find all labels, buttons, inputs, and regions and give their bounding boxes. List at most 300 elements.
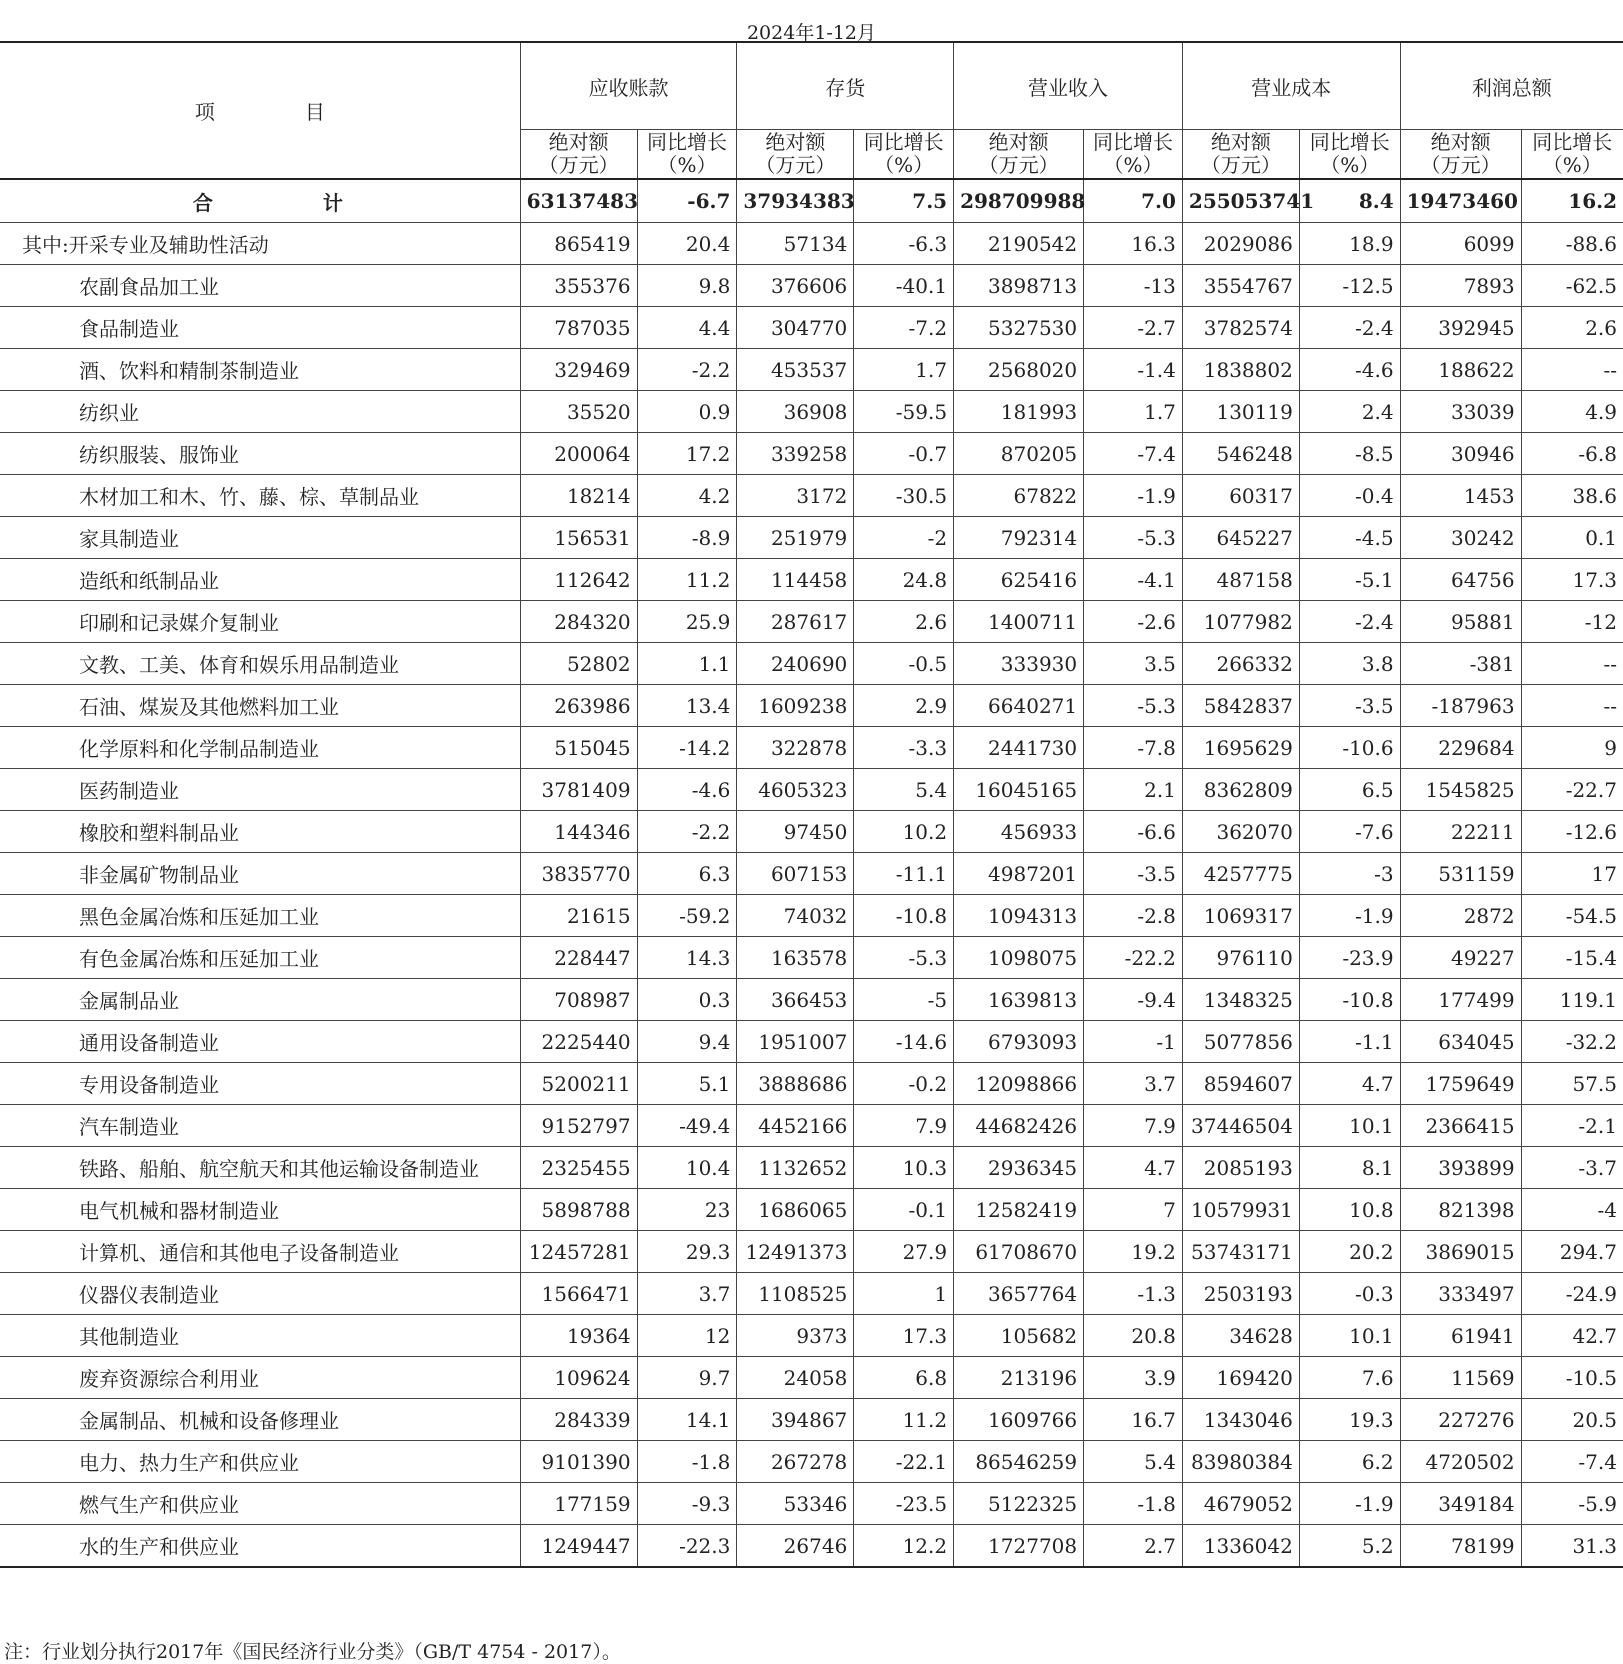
value-cell: -5.3: [854, 937, 954, 979]
value-cell: 17.2: [637, 433, 737, 475]
value-cell: 11.2: [854, 1399, 954, 1441]
value-cell: -12: [1521, 601, 1623, 643]
value-cell: 95881: [1400, 601, 1521, 643]
value-cell: 12.2: [854, 1525, 954, 1568]
value-cell: -5: [854, 979, 954, 1021]
value-cell: 9.7: [637, 1357, 737, 1399]
value-cell: 25.9: [637, 601, 737, 643]
value-cell: -7.6: [1299, 811, 1400, 853]
value-cell: 1400711: [954, 601, 1084, 643]
value-cell: 7.9: [854, 1105, 954, 1147]
value-cell: 240690: [737, 643, 854, 685]
value-cell: 200064: [520, 433, 637, 475]
value-cell: -5.3: [1084, 517, 1183, 559]
value-cell: 9.8: [637, 265, 737, 307]
value-cell: 304770: [737, 307, 854, 349]
table-row: [0, 1273, 1623, 1315]
row-label: 黑色金属冶炼和压延加工业: [0, 895, 520, 937]
row-label: 纺织服装、服饰业: [0, 433, 520, 475]
subheader-pct-unit: （%）: [1542, 153, 1602, 177]
value-cell: -2.2: [637, 349, 737, 391]
value-cell: 5122325: [954, 1483, 1084, 1525]
subheader-abs-4: [1400, 130, 1521, 180]
value-cell: 17.3: [854, 1315, 954, 1357]
total-value-cell: 298709988: [954, 179, 1084, 223]
value-cell: -15.4: [1521, 937, 1623, 979]
value-cell: 5.1: [637, 1063, 737, 1105]
value-cell: 29.3: [637, 1231, 737, 1273]
value-cell: -10.5: [1521, 1357, 1623, 1399]
value-cell: 26746: [737, 1525, 854, 1568]
value-cell: -3.3: [854, 727, 954, 769]
value-cell: 333497: [1400, 1273, 1521, 1315]
value-cell: 4.4: [637, 307, 737, 349]
value-cell: 17.3: [1521, 559, 1623, 601]
row-label: 金属制品、机械和设备修理业: [0, 1399, 520, 1441]
table-row: [0, 895, 1623, 937]
value-cell: 18214: [520, 475, 637, 517]
value-cell: 4452166: [737, 1105, 854, 1147]
table-row: [0, 475, 1623, 517]
value-cell: -1.8: [637, 1441, 737, 1483]
value-cell: 1727708: [954, 1525, 1084, 1568]
table-row: [0, 1525, 1623, 1568]
value-cell: -7.4: [1521, 1441, 1623, 1483]
value-cell: 3.7: [1084, 1063, 1183, 1105]
value-cell: 9101390: [520, 1441, 637, 1483]
value-cell: 1453: [1400, 475, 1521, 517]
value-cell: 169420: [1182, 1357, 1299, 1399]
value-cell: -32.2: [1521, 1021, 1623, 1063]
table-row: [0, 937, 1623, 979]
value-cell: 1.7: [1084, 391, 1183, 433]
value-cell: 14.3: [637, 937, 737, 979]
value-cell: 263986: [520, 685, 637, 727]
value-cell: 1609238: [737, 685, 854, 727]
subheader-abs-3: [1182, 130, 1299, 180]
value-cell: 8594607: [1182, 1063, 1299, 1105]
subheader-abs-1: [737, 130, 854, 180]
subheader-abs-unit: （万元）: [538, 153, 619, 177]
value-cell: 38.6: [1521, 475, 1623, 517]
value-cell: 11569: [1400, 1357, 1521, 1399]
value-cell: 11.2: [637, 559, 737, 601]
row-label: 燃气生产和供应业: [0, 1483, 520, 1525]
subheader-abs-unit: （万元）: [978, 153, 1059, 177]
subheader-abs-label: 绝对额: [765, 130, 826, 154]
value-cell: 1639813: [954, 979, 1084, 1021]
value-cell: 114458: [737, 559, 854, 601]
value-cell: -59.2: [637, 895, 737, 937]
table-row: [0, 1105, 1623, 1147]
value-cell: 1343046: [1182, 1399, 1299, 1441]
value-cell: 355376: [520, 265, 637, 307]
subheader-pct-4: [1521, 130, 1623, 180]
value-cell: -59.5: [854, 391, 954, 433]
value-cell: 349184: [1400, 1483, 1521, 1525]
report-period: 2024年1-12月: [746, 22, 877, 44]
value-cell: -7.8: [1084, 727, 1183, 769]
value-cell: 453537: [737, 349, 854, 391]
subheader-pct-unit: （%）: [657, 153, 717, 177]
value-cell: -1.9: [1084, 475, 1183, 517]
subheader-pct-unit: （%）: [1320, 153, 1380, 177]
value-cell: -0.4: [1299, 475, 1400, 517]
value-cell: -12.5: [1299, 265, 1400, 307]
value-cell: 2.1: [1084, 769, 1183, 811]
value-cell: 3172: [737, 475, 854, 517]
value-cell: 67822: [954, 475, 1084, 517]
value-cell: 329469: [520, 349, 637, 391]
value-cell: 1609766: [954, 1399, 1084, 1441]
value-cell: 21615: [520, 895, 637, 937]
value-cell: -1.3: [1084, 1273, 1183, 1315]
value-cell: -7.2: [854, 307, 954, 349]
subheader-pct-2: [1084, 130, 1183, 180]
value-cell: -1.9: [1299, 1483, 1400, 1525]
value-cell: 20.4: [637, 223, 737, 265]
value-cell: 6.8: [854, 1357, 954, 1399]
table-row: [0, 979, 1623, 1021]
value-cell: 2029086: [1182, 223, 1299, 265]
value-cell: 792314: [954, 517, 1084, 559]
value-cell: 2.7: [1084, 1525, 1183, 1568]
value-cell: 2190542: [954, 223, 1084, 265]
value-cell: 97450: [737, 811, 854, 853]
value-cell: 156531: [520, 517, 637, 559]
value-cell: -381: [1400, 643, 1521, 685]
value-cell: 34628: [1182, 1315, 1299, 1357]
value-cell: 376606: [737, 265, 854, 307]
value-cell: -1.9: [1299, 895, 1400, 937]
value-cell: -9.3: [637, 1483, 737, 1525]
value-cell: -23.5: [854, 1483, 954, 1525]
value-cell: 3.9: [1084, 1357, 1183, 1399]
value-cell: -3: [1299, 853, 1400, 895]
value-cell: 3657764: [954, 1273, 1084, 1315]
value-cell: 531159: [1400, 853, 1521, 895]
value-cell: 27.9: [854, 1231, 954, 1273]
value-cell: -10.6: [1299, 727, 1400, 769]
value-cell: 3.7: [637, 1273, 737, 1315]
total-value-cell: 8.4: [1299, 179, 1400, 223]
table-row: [0, 1441, 1623, 1483]
subheader-pct-0: [637, 130, 737, 180]
table-row: [0, 391, 1623, 433]
value-cell: -2.2: [637, 811, 737, 853]
value-cell: 2.4: [1299, 391, 1400, 433]
subheader-abs-label: 绝对额: [988, 130, 1049, 154]
value-cell: 229684: [1400, 727, 1521, 769]
value-cell: 53743171: [1182, 1231, 1299, 1273]
value-cell: 6.2: [1299, 1441, 1400, 1483]
header-group-profit: 利润总额: [1400, 42, 1623, 130]
value-cell: 35520: [520, 391, 637, 433]
value-cell: 1759649: [1400, 1063, 1521, 1105]
value-cell: 20.5: [1521, 1399, 1623, 1441]
value-cell: 865419: [520, 223, 637, 265]
value-cell: -0.7: [854, 433, 954, 475]
table-row: [0, 1147, 1623, 1189]
value-cell: -12.6: [1521, 811, 1623, 853]
value-cell: 4679052: [1182, 1483, 1299, 1525]
value-cell: 1098075: [954, 937, 1084, 979]
value-cell: 10.4: [637, 1147, 737, 1189]
value-cell: 2.6: [854, 601, 954, 643]
value-cell: -11.1: [854, 853, 954, 895]
total-value-cell: 63137483: [520, 179, 637, 223]
value-cell: 0.1: [1521, 517, 1623, 559]
value-cell: --: [1521, 643, 1623, 685]
value-cell: 3.5: [1084, 643, 1183, 685]
total-value-cell: -6.7: [637, 179, 737, 223]
value-cell: 6793093: [954, 1021, 1084, 1063]
table-row: [0, 1063, 1623, 1105]
value-cell: 9373: [737, 1315, 854, 1357]
row-label: 食品制造业: [0, 307, 520, 349]
value-cell: 393899: [1400, 1147, 1521, 1189]
value-cell: 976110: [1182, 937, 1299, 979]
value-cell: 57.5: [1521, 1063, 1623, 1105]
value-cell: 2085193: [1182, 1147, 1299, 1189]
industry-statistics-table: [0, 41, 1623, 1568]
value-cell: 5.2: [1299, 1525, 1400, 1568]
value-cell: -2.7: [1084, 307, 1183, 349]
value-cell: 5842837: [1182, 685, 1299, 727]
value-cell: -5.1: [1299, 559, 1400, 601]
value-cell: 2366415: [1400, 1105, 1521, 1147]
value-cell: 17: [1521, 853, 1623, 895]
value-cell: 546248: [1182, 433, 1299, 475]
table-row: [0, 223, 1623, 265]
row-label: 仪器仪表制造业: [0, 1273, 520, 1315]
row-label: 医药制造业: [0, 769, 520, 811]
row-label: 电气机械和器材制造业: [0, 1189, 520, 1231]
value-cell: 177159: [520, 1483, 637, 1525]
subheader-abs-unit: （万元）: [1420, 153, 1501, 177]
value-cell: 37446504: [1182, 1105, 1299, 1147]
subheader-abs-unit: （万元）: [755, 153, 836, 177]
subheader-pct-label: 同比增长: [1309, 130, 1390, 154]
value-cell: 61941: [1400, 1315, 1521, 1357]
value-cell: 3835770: [520, 853, 637, 895]
value-cell: 61708670: [954, 1231, 1084, 1273]
value-cell: -1.8: [1084, 1483, 1183, 1525]
value-cell: 42.7: [1521, 1315, 1623, 1357]
value-cell: 83980384: [1182, 1441, 1299, 1483]
value-cell: 787035: [520, 307, 637, 349]
row-label: 计算机、通信和其他电子设备制造业: [0, 1231, 520, 1273]
value-cell: 333930: [954, 643, 1084, 685]
table-row: [0, 433, 1623, 475]
value-cell: 31.3: [1521, 1525, 1623, 1568]
header-item: [0, 42, 520, 179]
value-cell: -1: [1084, 1021, 1183, 1063]
value-cell: -1.1: [1299, 1021, 1400, 1063]
value-cell: -10.8: [854, 895, 954, 937]
subheader-pct-label: 同比增长: [1532, 130, 1613, 154]
value-cell: 1.7: [854, 349, 954, 391]
value-cell: 19.3: [1299, 1399, 1400, 1441]
row-label: 有色金属冶炼和压延加工业: [0, 937, 520, 979]
value-cell: 60317: [1182, 475, 1299, 517]
header-group-receivables: 应收账款: [520, 42, 737, 130]
subheader-pct-label: 同比增长: [863, 130, 944, 154]
value-cell: 9: [1521, 727, 1623, 769]
value-cell: 7893: [1400, 265, 1521, 307]
value-cell: 36908: [737, 391, 854, 433]
table-row: [0, 1357, 1623, 1399]
value-cell: 64756: [1400, 559, 1521, 601]
row-label: 非金属矿物制品业: [0, 853, 520, 895]
value-cell: 19364: [520, 1315, 637, 1357]
value-cell: -6.6: [1084, 811, 1183, 853]
value-cell: 10.1: [1299, 1105, 1400, 1147]
value-cell: -4.1: [1084, 559, 1183, 601]
value-cell: -2: [854, 517, 954, 559]
value-cell: -2.8: [1084, 895, 1183, 937]
value-cell: 5077856: [1182, 1021, 1299, 1063]
value-cell: 78199: [1400, 1525, 1521, 1568]
total-label: [0, 179, 520, 223]
value-cell: -8.5: [1299, 433, 1400, 475]
table-row: [0, 643, 1623, 685]
value-cell: 1077982: [1182, 601, 1299, 643]
value-cell: 53346: [737, 1483, 854, 1525]
value-cell: 130119: [1182, 391, 1299, 433]
value-cell: 1108525: [737, 1273, 854, 1315]
value-cell: 7: [1084, 1189, 1183, 1231]
value-cell: 213196: [954, 1357, 1084, 1399]
total-value-cell: 19473460: [1400, 179, 1521, 223]
value-cell: 30946: [1400, 433, 1521, 475]
value-cell: 33039: [1400, 391, 1521, 433]
row-label: 铁路、船舶、航空航天和其他运输设备制造业: [0, 1147, 520, 1189]
value-cell: -22.3: [637, 1525, 737, 1568]
row-label: 其中:开采专业及辅助性活动: [0, 223, 520, 265]
value-cell: 4605323: [737, 769, 854, 811]
value-cell: 19.2: [1084, 1231, 1183, 1273]
table-row: [0, 1399, 1623, 1441]
value-cell: 105682: [954, 1315, 1084, 1357]
value-cell: 3781409: [520, 769, 637, 811]
value-cell: 8.1: [1299, 1147, 1400, 1189]
value-cell: 6640271: [954, 685, 1084, 727]
value-cell: 456933: [954, 811, 1084, 853]
value-cell: 16.3: [1084, 223, 1183, 265]
value-cell: 23: [637, 1189, 737, 1231]
value-cell: 12491373: [737, 1231, 854, 1273]
value-cell: --: [1521, 349, 1623, 391]
value-cell: -40.1: [854, 265, 954, 307]
value-cell: 30242: [1400, 517, 1521, 559]
value-cell: 5200211: [520, 1063, 637, 1105]
value-cell: 5.4: [1084, 1441, 1183, 1483]
value-cell: -0.5: [854, 643, 954, 685]
value-cell: 4987201: [954, 853, 1084, 895]
header-group-cost: 营业成本: [1182, 42, 1400, 130]
row-label: 废弃资源综合利用业: [0, 1357, 520, 1399]
value-cell: 52802: [520, 643, 637, 685]
value-cell: 177499: [1400, 979, 1521, 1021]
value-cell: 12582419: [954, 1189, 1084, 1231]
subheader-pct-1: [854, 130, 954, 180]
value-cell: -7.4: [1084, 433, 1183, 475]
value-cell: 1838802: [1182, 349, 1299, 391]
value-cell: -9.4: [1084, 979, 1183, 1021]
value-cell: 3.8: [1299, 643, 1400, 685]
value-cell: 228447: [520, 937, 637, 979]
value-cell: 1249447: [520, 1525, 637, 1568]
value-cell: 1695629: [1182, 727, 1299, 769]
value-cell: 515045: [520, 727, 637, 769]
value-cell: -4.6: [1299, 349, 1400, 391]
value-cell: 10.8: [1299, 1189, 1400, 1231]
value-cell: 1336042: [1182, 1525, 1299, 1568]
value-cell: 3782574: [1182, 307, 1299, 349]
value-cell: 16.7: [1084, 1399, 1183, 1441]
row-label: 木材加工和木、竹、藤、棕、草制品业: [0, 475, 520, 517]
value-cell: 10579931: [1182, 1189, 1299, 1231]
value-cell: 163578: [737, 937, 854, 979]
value-cell: 181993: [954, 391, 1084, 433]
value-cell: 6.5: [1299, 769, 1400, 811]
subheader-abs-label: 绝对额: [1210, 130, 1271, 154]
row-label: 化学原料和化学制品制造业: [0, 727, 520, 769]
value-cell: 708987: [520, 979, 637, 1021]
value-cell: 86546259: [954, 1441, 1084, 1483]
value-cell: 12098866: [954, 1063, 1084, 1105]
value-cell: 392945: [1400, 307, 1521, 349]
value-cell: 2.9: [854, 685, 954, 727]
value-cell: 4.9: [1521, 391, 1623, 433]
value-cell: -14.2: [637, 727, 737, 769]
value-cell: 6.3: [637, 853, 737, 895]
value-cell: -0.3: [1299, 1273, 1400, 1315]
value-cell: 109624: [520, 1357, 637, 1399]
header-group-inventory: 存货: [737, 42, 954, 130]
value-cell: -13: [1084, 265, 1183, 307]
value-cell: -187963: [1400, 685, 1521, 727]
value-cell: 3554767: [1182, 265, 1299, 307]
value-cell: 3898713: [954, 265, 1084, 307]
value-cell: 251979: [737, 517, 854, 559]
subheader-pct-unit: （%）: [1103, 153, 1163, 177]
row-label: 电力、热力生产和供应业: [0, 1441, 520, 1483]
table-row: [0, 1189, 1623, 1231]
value-cell: 12457281: [520, 1231, 637, 1273]
value-cell: -23.9: [1299, 937, 1400, 979]
value-cell: 362070: [1182, 811, 1299, 853]
value-cell: --: [1521, 685, 1623, 727]
value-cell: -0.2: [854, 1063, 954, 1105]
value-cell: 4720502: [1400, 1441, 1521, 1483]
footnote: 注：行业划分执行2017年《国民经济行业分类》（GB/T 4754 - 2017）。: [4, 1641, 621, 1663]
value-cell: 0.9: [637, 391, 737, 433]
value-cell: 366453: [737, 979, 854, 1021]
value-cell: 112642: [520, 559, 637, 601]
value-cell: 22211: [1400, 811, 1521, 853]
value-cell: 287617: [737, 601, 854, 643]
row-label: 纺织业: [0, 391, 520, 433]
value-cell: -8.9: [637, 517, 737, 559]
row-label: 橡胶和塑料制品业: [0, 811, 520, 853]
value-cell: 18.9: [1299, 223, 1400, 265]
value-cell: 10.1: [1299, 1315, 1400, 1357]
total-value-cell: 37934383: [737, 179, 854, 223]
value-cell: -2.1: [1521, 1105, 1623, 1147]
table-row: [0, 811, 1623, 853]
